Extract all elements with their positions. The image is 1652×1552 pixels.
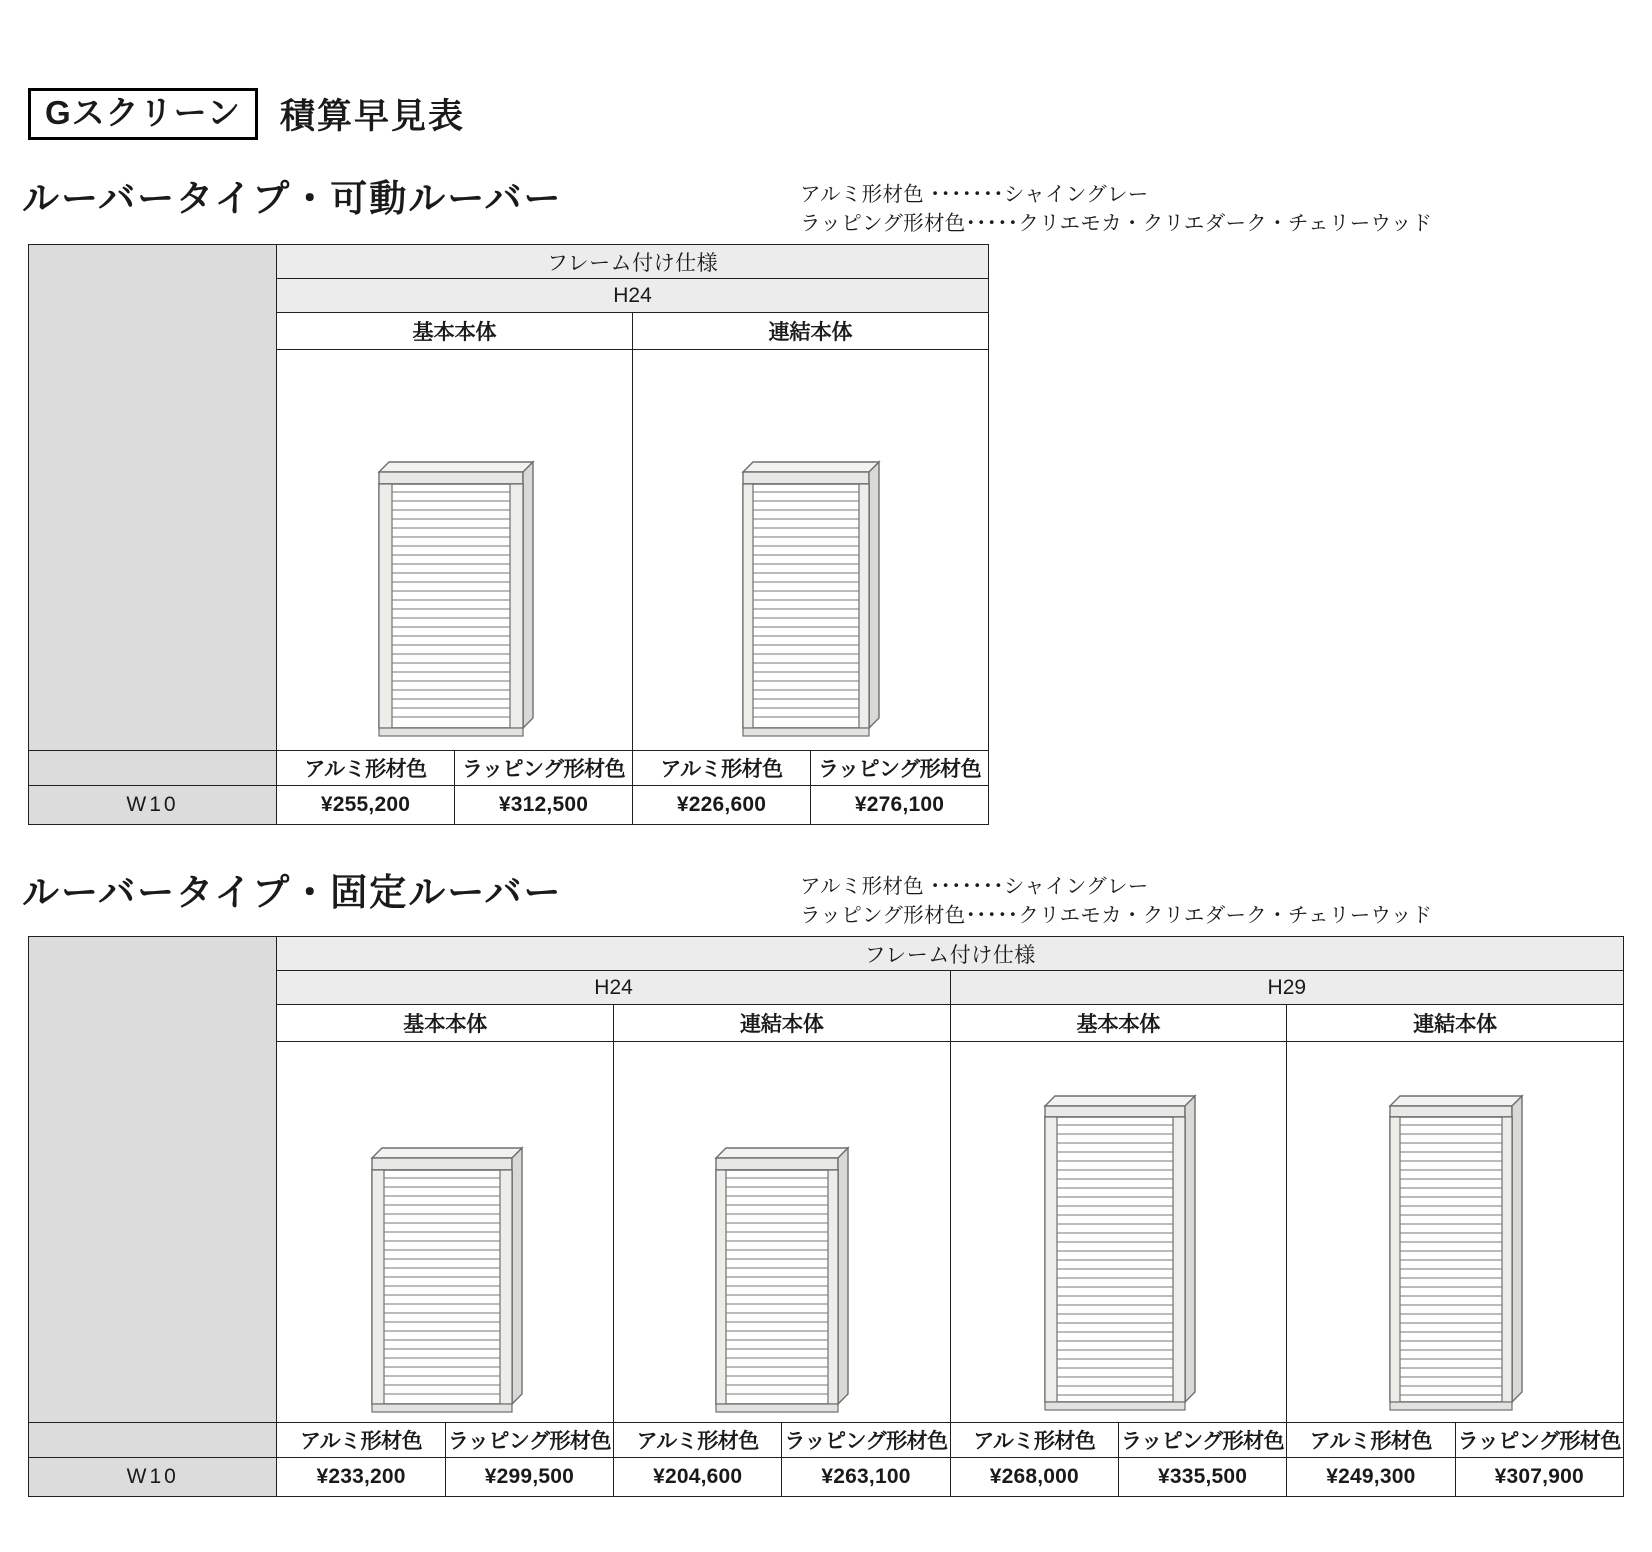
- price-cell-5: ¥268,000: [950, 1458, 1118, 1497]
- body-label-link: 連結本体: [633, 313, 989, 350]
- page-header: [28, 88, 465, 140]
- price-cell-2: ¥299,500: [445, 1458, 613, 1497]
- color-header-3: アルミ形材色: [614, 1423, 782, 1458]
- louver-fixed-h29-link-icon: [1378, 1092, 1533, 1422]
- section-2-note-2: ラッピング形材色･････クリエモカ・クリエダーク・チェリーウッド: [800, 904, 1433, 928]
- section-1-note-1: アルミ形材色 ･･･････シャイングレー: [800, 183, 1149, 206]
- product-badge: Gスクリーン: [28, 88, 258, 140]
- corner-cell: [29, 937, 277, 1423]
- illustration-cell-h29-link: [1287, 1042, 1624, 1423]
- width-label: W10: [29, 1458, 277, 1497]
- price-cell-1: ¥255,200: [277, 786, 455, 825]
- table-row-prices: [29, 786, 989, 825]
- table-row-spec: [29, 937, 1624, 971]
- height-group-h24: H24: [277, 971, 950, 1005]
- color-header-1: アルミ形材色: [277, 1423, 445, 1458]
- section-2-table: [28, 936, 1624, 1497]
- body-label-h24-link: 連結本体: [614, 1005, 951, 1042]
- price-cell-7: ¥249,300: [1287, 1458, 1455, 1497]
- illustration-cell-basic: [277, 350, 633, 751]
- section-2-notes: [800, 872, 1432, 930]
- color-header-7: アルミ形材色: [1287, 1423, 1455, 1458]
- table-row-prices: [29, 1458, 1624, 1497]
- louver-fixed-h24-link-icon: [704, 1132, 859, 1422]
- section-2-title: ルーバータイプ・固定ルーバー: [22, 872, 563, 913]
- price-cell-3: ¥204,600: [614, 1458, 782, 1497]
- illustration-cell-h29-basic: [950, 1042, 1287, 1423]
- height-group-h24: H24: [277, 279, 989, 313]
- color-header-4: ラッピング形材色: [811, 751, 989, 786]
- price-cell-8: ¥307,900: [1455, 1458, 1623, 1497]
- section-2-note-1: アルミ形材色 ･･･････シャイングレー: [800, 875, 1149, 898]
- illustration-cell-h24-link: [614, 1042, 951, 1423]
- price-cell-3: ¥226,600: [633, 786, 811, 825]
- illustration-cell-link: [633, 350, 989, 751]
- page-title: 積算早見表: [280, 97, 466, 136]
- section-1-notes: [800, 180, 1432, 238]
- table-row-color-headers: [29, 1423, 1624, 1458]
- section-1-table: [28, 244, 989, 825]
- empty-color-corner: [29, 751, 277, 786]
- louver-fixed-h29-icon: [1031, 1092, 1206, 1422]
- price-cell-2: ¥312,500: [455, 786, 633, 825]
- price-cell-1: ¥233,200: [277, 1458, 445, 1497]
- spec-header: フレーム付け仕様: [277, 937, 1624, 971]
- body-label-h24-basic: 基本本体: [277, 1005, 614, 1042]
- color-header-8: ラッピング形材色: [1455, 1423, 1623, 1458]
- louver-movable-h24-icon: [365, 450, 545, 750]
- empty-color-corner: [29, 1423, 277, 1458]
- color-header-1: アルミ形材色: [277, 751, 455, 786]
- price-cell-6: ¥335,500: [1118, 1458, 1286, 1497]
- louver-movable-h24-link-icon: [731, 450, 891, 750]
- price-cell-4: ¥276,100: [811, 786, 989, 825]
- price-cell-4: ¥263,100: [782, 1458, 950, 1497]
- color-header-2: ラッピング形材色: [455, 751, 633, 786]
- section-1-title: ルーバータイプ・可動ルーバー: [22, 178, 563, 219]
- body-label-basic: 基本本体: [277, 313, 633, 350]
- louver-fixed-h24-icon: [358, 1132, 533, 1422]
- spec-header: フレーム付け仕様: [277, 245, 989, 279]
- table-row-color-headers: [29, 751, 989, 786]
- color-header-2: ラッピング形材色: [445, 1423, 613, 1458]
- color-header-4: ラッピング形材色: [782, 1423, 950, 1458]
- color-header-5: アルミ形材色: [950, 1423, 1118, 1458]
- color-header-6: ラッピング形材色: [1118, 1423, 1286, 1458]
- table-row-spec: [29, 245, 989, 279]
- section-1-note-2: ラッピング形材色･････クリエモカ・クリエダーク・チェリーウッド: [800, 212, 1433, 236]
- color-header-3: アルミ形材色: [633, 751, 811, 786]
- body-label-h29-link: 連結本体: [1287, 1005, 1624, 1042]
- width-label: W10: [29, 786, 277, 825]
- height-group-h29: H29: [950, 971, 1623, 1005]
- illustration-cell-h24-basic: [277, 1042, 614, 1423]
- body-label-h29-basic: 基本本体: [950, 1005, 1287, 1042]
- corner-cell: [29, 245, 277, 751]
